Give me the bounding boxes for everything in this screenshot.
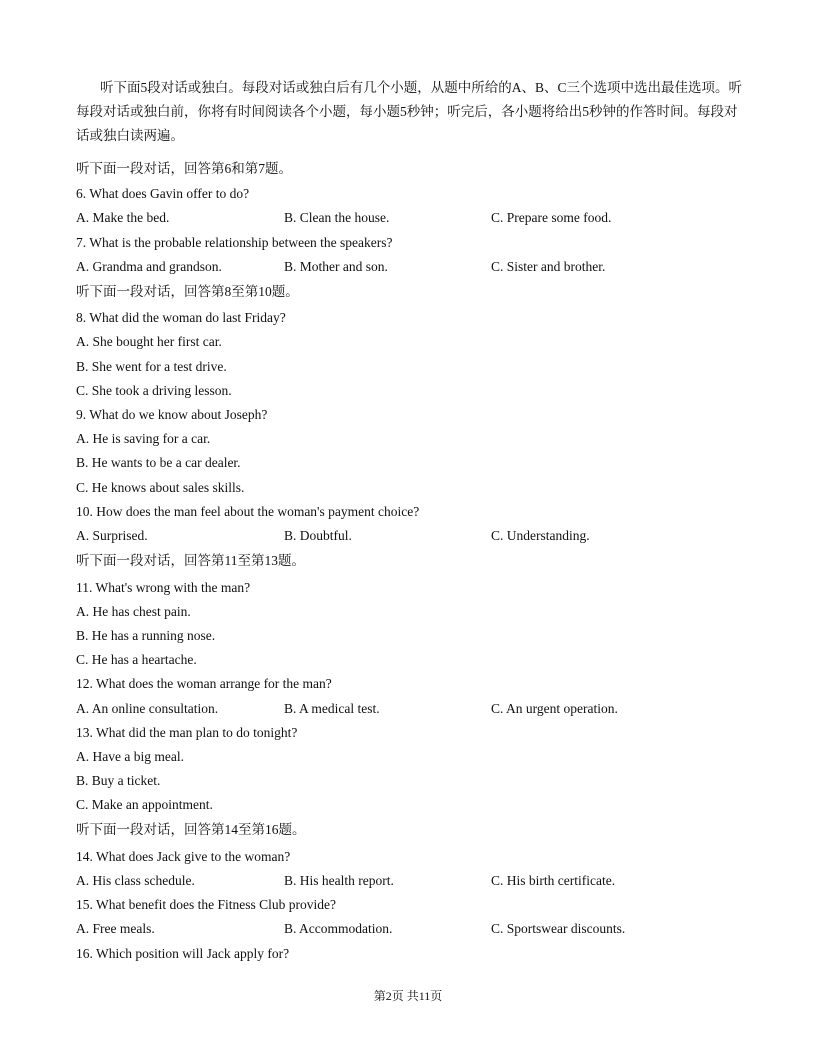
option-c: C. His birth certificate.	[491, 873, 616, 888]
option-b: B. Buy a ticket.	[76, 773, 161, 788]
section-header: 听下面一段对话，回答第11至第13题。	[76, 553, 305, 568]
option-a: A. His class schedule.	[76, 873, 195, 888]
option-a: A. An online consultation.	[76, 701, 219, 716]
option-b: B. Clean the house.	[284, 210, 390, 225]
option-a: A. Make the bed.	[76, 210, 170, 225]
option-a: A. Surprised.	[76, 528, 148, 543]
option-b: B. Mother and son.	[284, 259, 388, 274]
question-stem: 15. What benefit does the Fitness Club provide?	[76, 897, 336, 912]
question-stem: 11. What's wrong with the man?	[76, 580, 251, 595]
option-c: C. An urgent operation.	[491, 701, 618, 716]
option-a: A. Have a big meal.	[76, 749, 184, 764]
option-c: C. He knows about sales skills.	[76, 480, 245, 495]
option-c: C. Sportswear discounts.	[491, 921, 626, 936]
option-b: B. A medical test.	[284, 701, 380, 716]
question-stem: 12. What does the woman arrange for the man?	[76, 676, 332, 691]
option-b: B. She went for a test drive.	[76, 359, 227, 374]
option-a: A. Grandma and grandson.	[76, 259, 222, 274]
question-stem: 13. What did the man plan to do tonight?	[76, 725, 298, 740]
option-c: C. He has a heartache.	[76, 652, 197, 667]
question-stem: 14. What does Jack give to the woman?	[76, 849, 291, 864]
instructions-paragraph: 听下面5段对话或独白。每段对话或独白后有几个小题，从题中所给的A、B、C三个选项中选出最佳选项。听每段对话或独白前，你将有时间阅读各个小题，每小题5秒钟；听完后，各小题将给出5秒钟的作答时间。每段对话或独白读两遍。	[76, 80, 743, 143]
option-b: B. Accommodation.	[284, 921, 393, 936]
option-b: B. He wants to be a car dealer.	[76, 455, 241, 470]
question-stem: 9. What do we know about Joseph?	[76, 407, 268, 422]
option-b: B. His health report.	[284, 873, 394, 888]
option-b: B. Doubtful.	[284, 528, 352, 543]
section-header: 听下面一段对话，回答第6和第7题。	[76, 161, 292, 176]
option-c: C. Prepare some food.	[491, 210, 612, 225]
section-header: 听下面一段对话，回答第14至第16题。	[76, 822, 306, 837]
option-c: C. She took a driving lesson.	[76, 383, 232, 398]
option-a: A. He has chest pain.	[76, 604, 191, 619]
section-header: 听下面一段对话，回答第8至第10题。	[76, 284, 299, 299]
option-b: B. He has a running nose.	[76, 628, 216, 643]
option-c: C. Understanding.	[491, 528, 590, 543]
option-a: A. She bought her first car.	[76, 334, 222, 349]
question-stem: 6. What does Gavin offer to do?	[76, 186, 250, 201]
option-a: A. Free meals.	[76, 921, 155, 936]
question-stem: 7. What is the probable relationship between the speakers?	[76, 235, 393, 250]
page-footer: 第2页 共11页	[373, 989, 443, 1003]
question-stem: 8. What did the woman do last Friday?	[76, 310, 286, 325]
option-c: C. Sister and brother.	[491, 259, 606, 274]
option-a: A. He is saving for a car.	[76, 431, 211, 446]
question-stem: 10. How does the man feel about the woman's payment choice?	[76, 504, 420, 519]
option-c: C. Make an appointment.	[76, 797, 213, 812]
question-stem: 16. Which position will Jack apply for?	[76, 946, 290, 961]
